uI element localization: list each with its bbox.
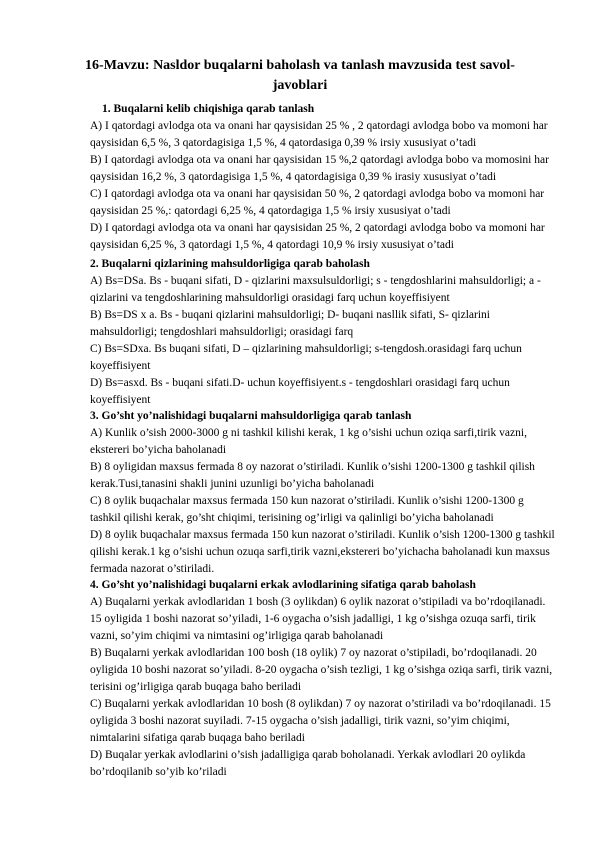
- answer-option-a: A) Bs=DSa. Bs - buqani sifati, D - qizlarini maxsulsuldorligi; s - tengdoshlarini mahsuldorligi; a - qizlarini va tengdoshlarining mahsuldorligi orasidagi farq uchun koyeffisiyent: [90, 275, 541, 304]
- question-title: 2. Buqalarni qizlarining mahsuldorligiga qarab baholash: [90, 258, 370, 270]
- answer-option-a: A) Kunlik o’sish 2000-3000 g ni tashkil kilishi kerak, 1 kg o’sishi uchun oziqa sarfi,tirik vazni, ekstereri bo’yicha baholanadi: [90, 427, 527, 456]
- question-3: [90, 408, 555, 578]
- question-title: 1. Buqalarni kelib chiqishiga qarab tanlash: [102, 103, 315, 115]
- answer-option-d: D) Bs=asxd. Bs - buqani sifati.D- uchun koyeffisiyent.s - tengdoshlari orasidagi farq uchun koyeffisiyent: [90, 377, 510, 406]
- answer-option-a: A) I qatordagi avlodga ota va onani har qaysisidan 25 % , 2 qatordagi avlodga bobo va momoni har qaysisidan 6,5 %, 3 qatordagisiga 1,5 %, 4 qatordasiga 0,39 % irsiy xususiyat o’tadi: [90, 120, 548, 149]
- answer-option-b: B) I qatordagi avlodga ota va onani har qaysisidan 15 %,2 qatordagi avlodga bobo va momosini har qaysisidan 16,2 %, 3 qatordagisiga 1,5 %, 4 qatordagisiga 0,39 % irasiy xususiyat o’tadi: [90, 154, 549, 183]
- question-1: [90, 101, 555, 254]
- answer-option-b: B) Bs=DS x a. Bs - buqani qizlarini mahsuldorligi; D- buqani nasllik sifati, S- qizlarini mahsuldorligi; tengdoshlari mahsuldorligi; orasidagi farq: [90, 309, 490, 338]
- question-title: 4. Go’sht yo’nalishidagi buqalarni erkak avlodlarining sifatiga qarab baholash: [90, 579, 476, 591]
- answer-option-d: D) Buqalar yerkak avlodlarini o’sish jadalligiga qarab boholanadi. Yerkak avlodlari 20 oylikda bo’rdoqilanib so’yib ko’riladi: [90, 749, 526, 778]
- answer-option-b: B) 8 oyligidan maxsus fermada 8 oy nazorat o’stiriladi. Kunlik o’sishi 1200-1300 g tashkil qilish kerak.Tusi,tanasini shakli junini uzunligi bo’yicha baholanadi: [90, 461, 535, 490]
- answer-option-c: C) Buqalarni yerkak avlodlaridan 10 bosh (8 oylikdan) 7 oy nazorat o’stiriladi va bo’rdoqilanadi. 15 oyligida 3 boshi nazorat suyiladi. 7-15 oygacha o’sish jadalligi, tirik vazni, so’yim chiqimi, nimtalarini sifatiga qarab buqaga baho beriladi: [90, 698, 551, 744]
- question-4: [90, 577, 555, 781]
- answer-option-c: C) Bs=SDxa. Bs buqani sifati, D – qizlarining mahsuldorligi; s-tengdosh.orasidagi farq uchun koyeffisiyent: [90, 343, 522, 372]
- answer-option-c: C) I qatordagi avlodga ota va onani har qaysisidan 50 %, 2 qatordagi avlodga bobo va momoni har qaysisidan 25 %,: qatordagi 6,25 %, 4 qatordagiga 1,5 % irsiy xususiyat o’tadi: [90, 188, 545, 217]
- question-2: [90, 256, 555, 409]
- answer-option-c: C) 8 oylik buqachalar maxsus fermada 150 kun nazorat o’stiriladi. Kunlik o’sishi 1200-1300 g tashkil qilishi kerak, go’sht chiqimi, terisining og’irligi va qalinligi bo’yicha baholanadi: [90, 495, 524, 524]
- answer-option-b: B) Buqalarni yerkak avlodlaridan 100 bosh (18 oylik) 7 oy nazorat o’stipiladi, bo’rdoqilanadi. 20 oyligida 10 boshi nazorat so’yiladi. 8-20 oygacha o’sish tezligi, 1 kg o’sishga oziqa sarfi, tirik vazni, terisini og’irligiga qarab buqaga baho beriladi: [90, 647, 553, 693]
- answer-option-d: D) 8 oylik buqachalar maxsus fermada 150 kun nazorat o’stiriladi. Kunlik o’sish 1200-1300 g tashkil qilishi kerak.1 kg o’sishi uchun ozuqa sarfi,tirik vazni,ekstereri bo’yichacha baholanadi kun maxsus fermada nazorat o’stiriladi.: [90, 529, 555, 575]
- page-title: 16-Mavzu: Nasldor buqalarni baholash va tanlash mavzusida test savol-javoblari: [85, 58, 515, 93]
- answer-option-a: A) Buqalarni yerkak avlodlaridan 1 bosh (3 oylikdan) 6 oylik nazorat o’stipiladi va bo’rdoqilanadi. 15 oyligida 1 boshi nazorat so’yiladi, 1-6 oygacha o’sish jadalligi, 1 kg o’sishga ozuqa sarfi, tirik vazni, so’yim chiqimi va nimtasini og’irligiga qarab baholanadi: [90, 596, 546, 642]
- question-title: 3. Go’sht yo’nalishidagi buqalarni mahsuldorligiga qarab tanlash: [90, 410, 412, 422]
- answer-option-d: D) I qatordagi avlodga ota va onani har qaysisidan 25 %, 2 qatordagi avlodga bobo va momoni har qaysisidan 6,25 %, 3 qatordagi 1,5 %, 4 qatordagi 10,9 % irsiy xususiyat o’tadi: [90, 222, 545, 251]
